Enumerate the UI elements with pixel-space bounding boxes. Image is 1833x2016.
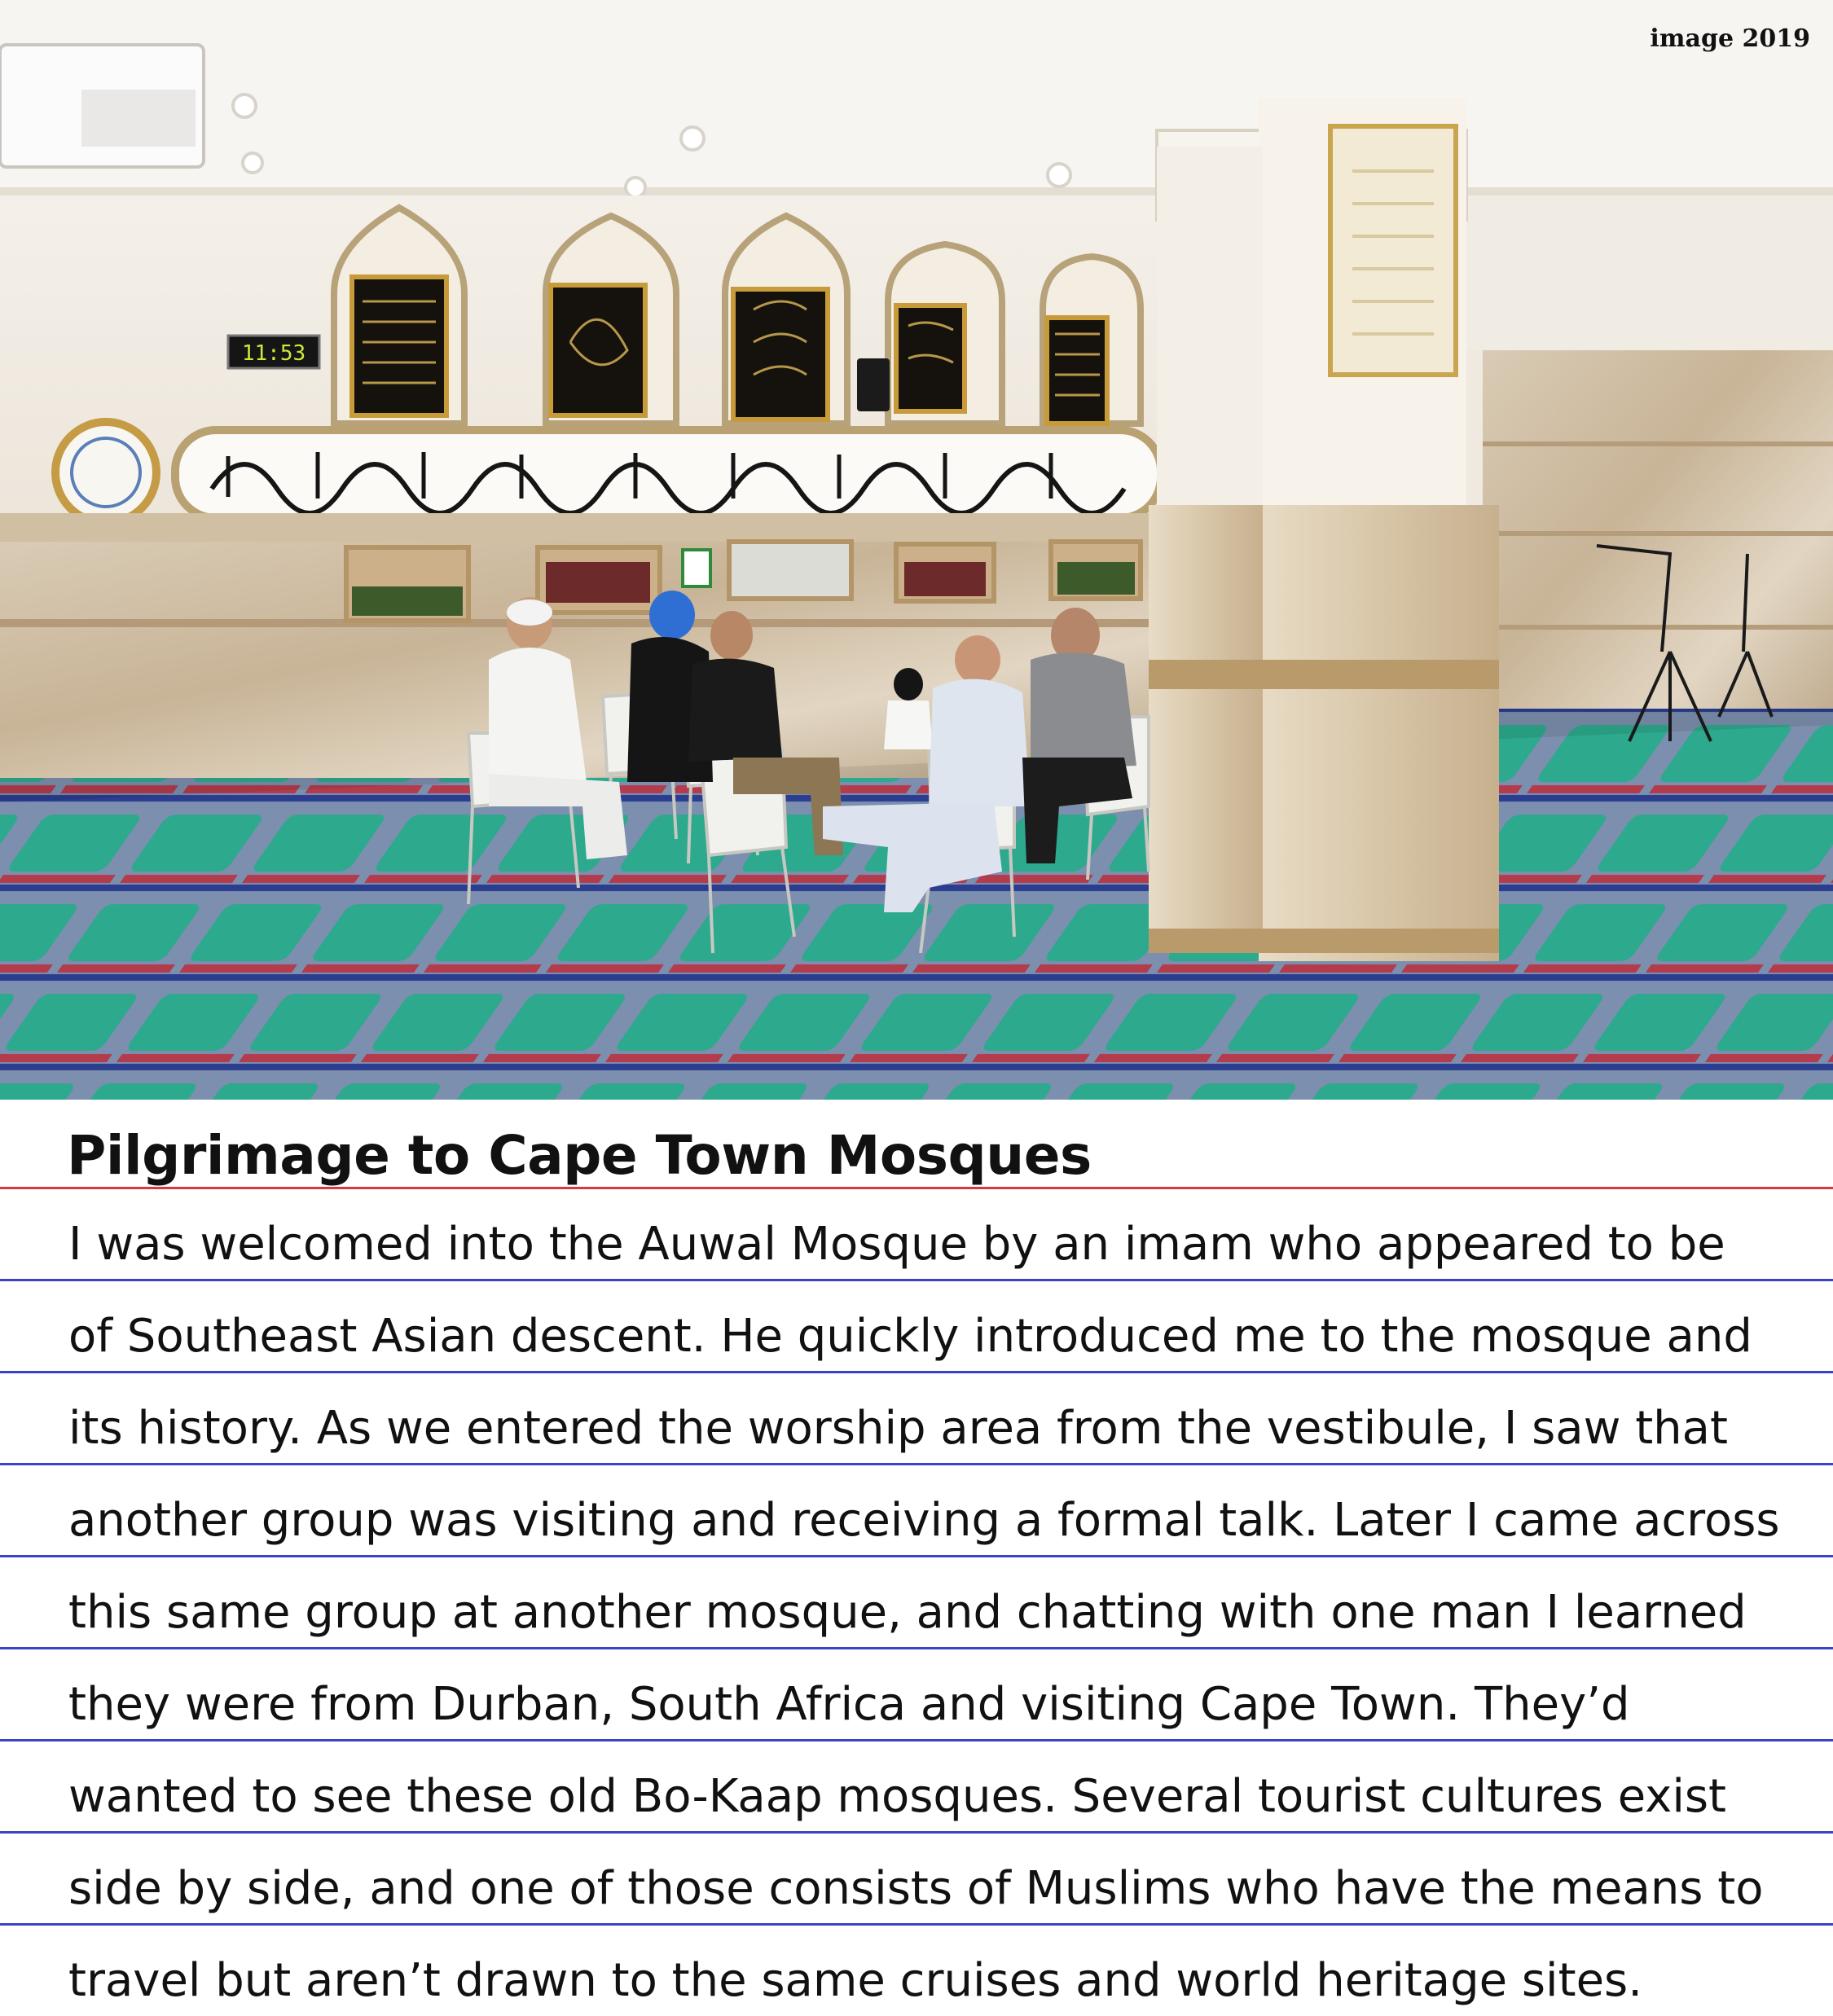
line-rule [0,1923,1833,1926]
article-line: travel but aren’t drawn to the same cruises and world heritage sites. [68,1954,1642,2007]
article-line: of Southeast Asian descent. He quickly introduced me to the mosque and [68,1310,1752,1363]
article-line: they were from Durban, South Africa and visiting Cape Town. They’d [68,1678,1630,1731]
article-line: wanted to see these old Bo-Kaap mosques. Several tourist cultures exist [68,1770,1727,1823]
line-rule [0,1739,1833,1741]
article-line: this same group at another mosque, and chatting with one man I learned [68,1586,1747,1639]
line-rule [0,1463,1833,1465]
line-rule [0,1371,1833,1373]
line-rule [0,1555,1833,1557]
article-line: I was welcomed into the Auwal Mosque by an imam who appeared to be [68,1218,1725,1271]
line-rule [0,1279,1833,1281]
line-rule [0,1647,1833,1649]
article-line: its history. As we entered the worship area from the vestibule, I saw that [68,1402,1728,1455]
calligraphy-band [175,430,1161,518]
article-title: Pilgrimage to Cape Town Mosques [67,1124,1092,1187]
article-page [0,1100,1833,2016]
pillar [1149,98,1499,961]
title-rule [0,1187,1833,1189]
article-line: side by side, and one of those consists of Muslims who have the means to [68,1862,1764,1915]
wall-clock-time: 11:53 [241,341,306,366]
image-credit: image 2019 [1650,24,1810,53]
article-line: another group was visiting and receiving a formal talk. Later I came across [68,1494,1780,1547]
line-rule [0,1831,1833,1834]
